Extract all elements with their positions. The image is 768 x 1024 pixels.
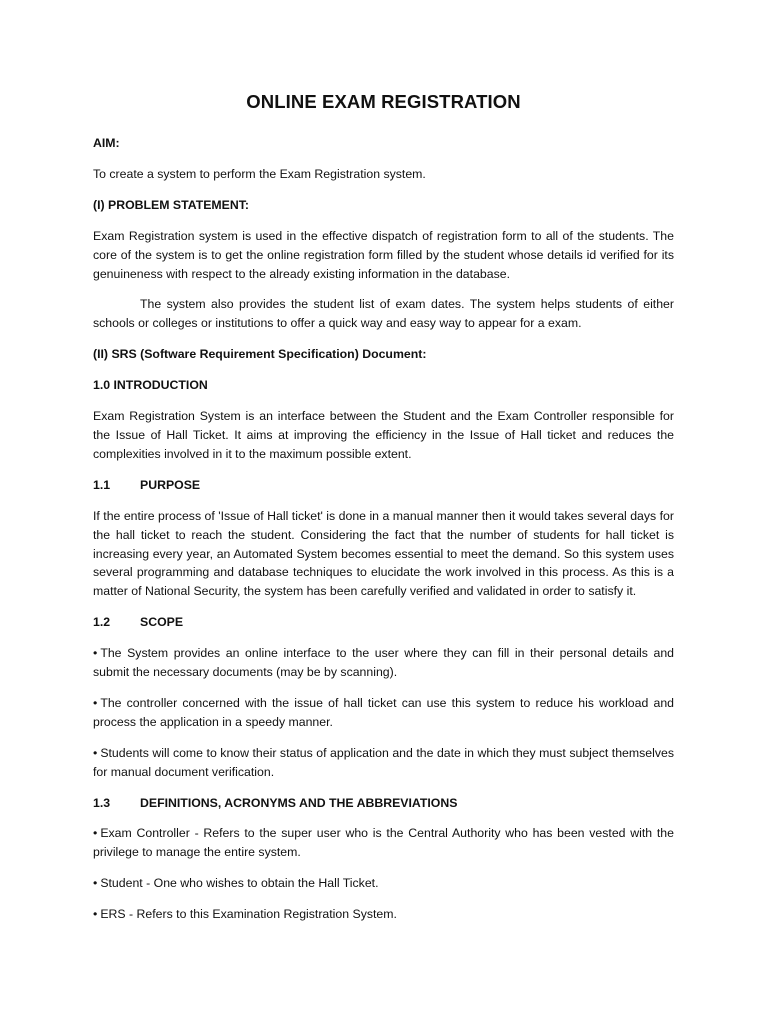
bullet-marker: • bbox=[93, 646, 98, 661]
scope-number: 1.2 bbox=[93, 615, 111, 630]
definitions-bullet bbox=[93, 824, 674, 862]
introduction-heading: 1.0 INTRODUCTION bbox=[93, 378, 208, 393]
scope-bullet-text: The System provides an online interface to the user where they can fill in their personal details and submit the necessary documents (may be by scanning). bbox=[93, 646, 674, 680]
introduction-text: Exam Registration System is an interface between the Student and the Exam Controller responsible for the Issue of Hall Ticket. It aims at improving the efficiency in the Issue of Hall ticket and reduces the complexities involved in it to the maximum possible extent. bbox=[93, 409, 674, 461]
purpose-heading bbox=[93, 476, 674, 495]
srs-heading: (II) SRS (Software Requirement Specification) Document: bbox=[93, 347, 427, 362]
definitions-bullet-text: Student - One who wishes to obtain the Hall Ticket. bbox=[100, 876, 379, 891]
scope-bullet bbox=[93, 744, 674, 782]
purpose-title: PURPOSE bbox=[140, 477, 201, 492]
aim-text: To create a system to perform the Exam Registration system. bbox=[93, 166, 426, 181]
bullet-marker: • bbox=[93, 745, 98, 760]
bullet-marker: • bbox=[93, 826, 98, 841]
scope-bullet-text: The controller concerned with the issue of hall ticket can use this system to reduce his workload and process the application in a speedy manner. bbox=[93, 695, 674, 729]
problem-statement-paragraph-2: The system also provides the student list of exam dates. The system helps students of either schools or colleges or institutions to offer a quick way and easy way to appear for a exam. bbox=[93, 297, 674, 331]
definitions-bullet-text: Exam Controller - Refers to the super user who is the Central Authority who has been vested with the privilege to manage the entire system. bbox=[93, 826, 674, 860]
definitions-number: 1.3 bbox=[93, 795, 111, 810]
scope-title: SCOPE bbox=[140, 615, 184, 630]
purpose-text: If the entire process of 'Issue of Hall ticket' is done in a manual manner then it would takes several days for the hall ticket to reach the student. Considering the fact that the number of students for hall ticket is increasing every year, an Automated System becomes essential to meet the demand. So this system uses several programming and database techniques to elucidate the work involved in this process. As this is a matter of National Security, the system has been carefully verified and validated in order to satisfy it. bbox=[93, 508, 674, 599]
scope-bullet bbox=[93, 694, 674, 732]
scope-heading bbox=[93, 613, 674, 632]
document-title: ONLINE EXAM REGISTRATION bbox=[246, 91, 521, 112]
problem-statement-paragraph-1: Exam Registration system is used in the effective dispatch of registration form to all of the students. The core of the system is to get the online registration form filled by the student whose details id verified for its genuineness with respect to the already existing information in the database. bbox=[93, 228, 674, 281]
aim-heading: AIM: bbox=[93, 136, 120, 150]
definitions-bullet-text: ERS - Refers to this Examination Registration System. bbox=[100, 907, 397, 922]
definitions-title: DEFINITIONS, ACRONYMS AND THE ABBREVIATIONS bbox=[140, 795, 458, 810]
bullet-marker: • bbox=[93, 695, 98, 710]
purpose-number: 1.1 bbox=[93, 477, 111, 492]
definitions-bullet bbox=[93, 874, 674, 893]
definitions-bullet bbox=[93, 905, 674, 924]
document-body bbox=[93, 90, 674, 936]
scope-bullet bbox=[93, 644, 674, 682]
bullet-marker: • bbox=[93, 907, 98, 922]
scope-bullet-text: Students will come to know their status of application and the date in which they must subject themselves for manual document verification. bbox=[93, 745, 674, 779]
problem-statement-heading: (I) PROBLEM STATEMENT: bbox=[93, 197, 249, 212]
definitions-heading bbox=[93, 794, 674, 813]
bullet-marker: • bbox=[93, 876, 98, 891]
